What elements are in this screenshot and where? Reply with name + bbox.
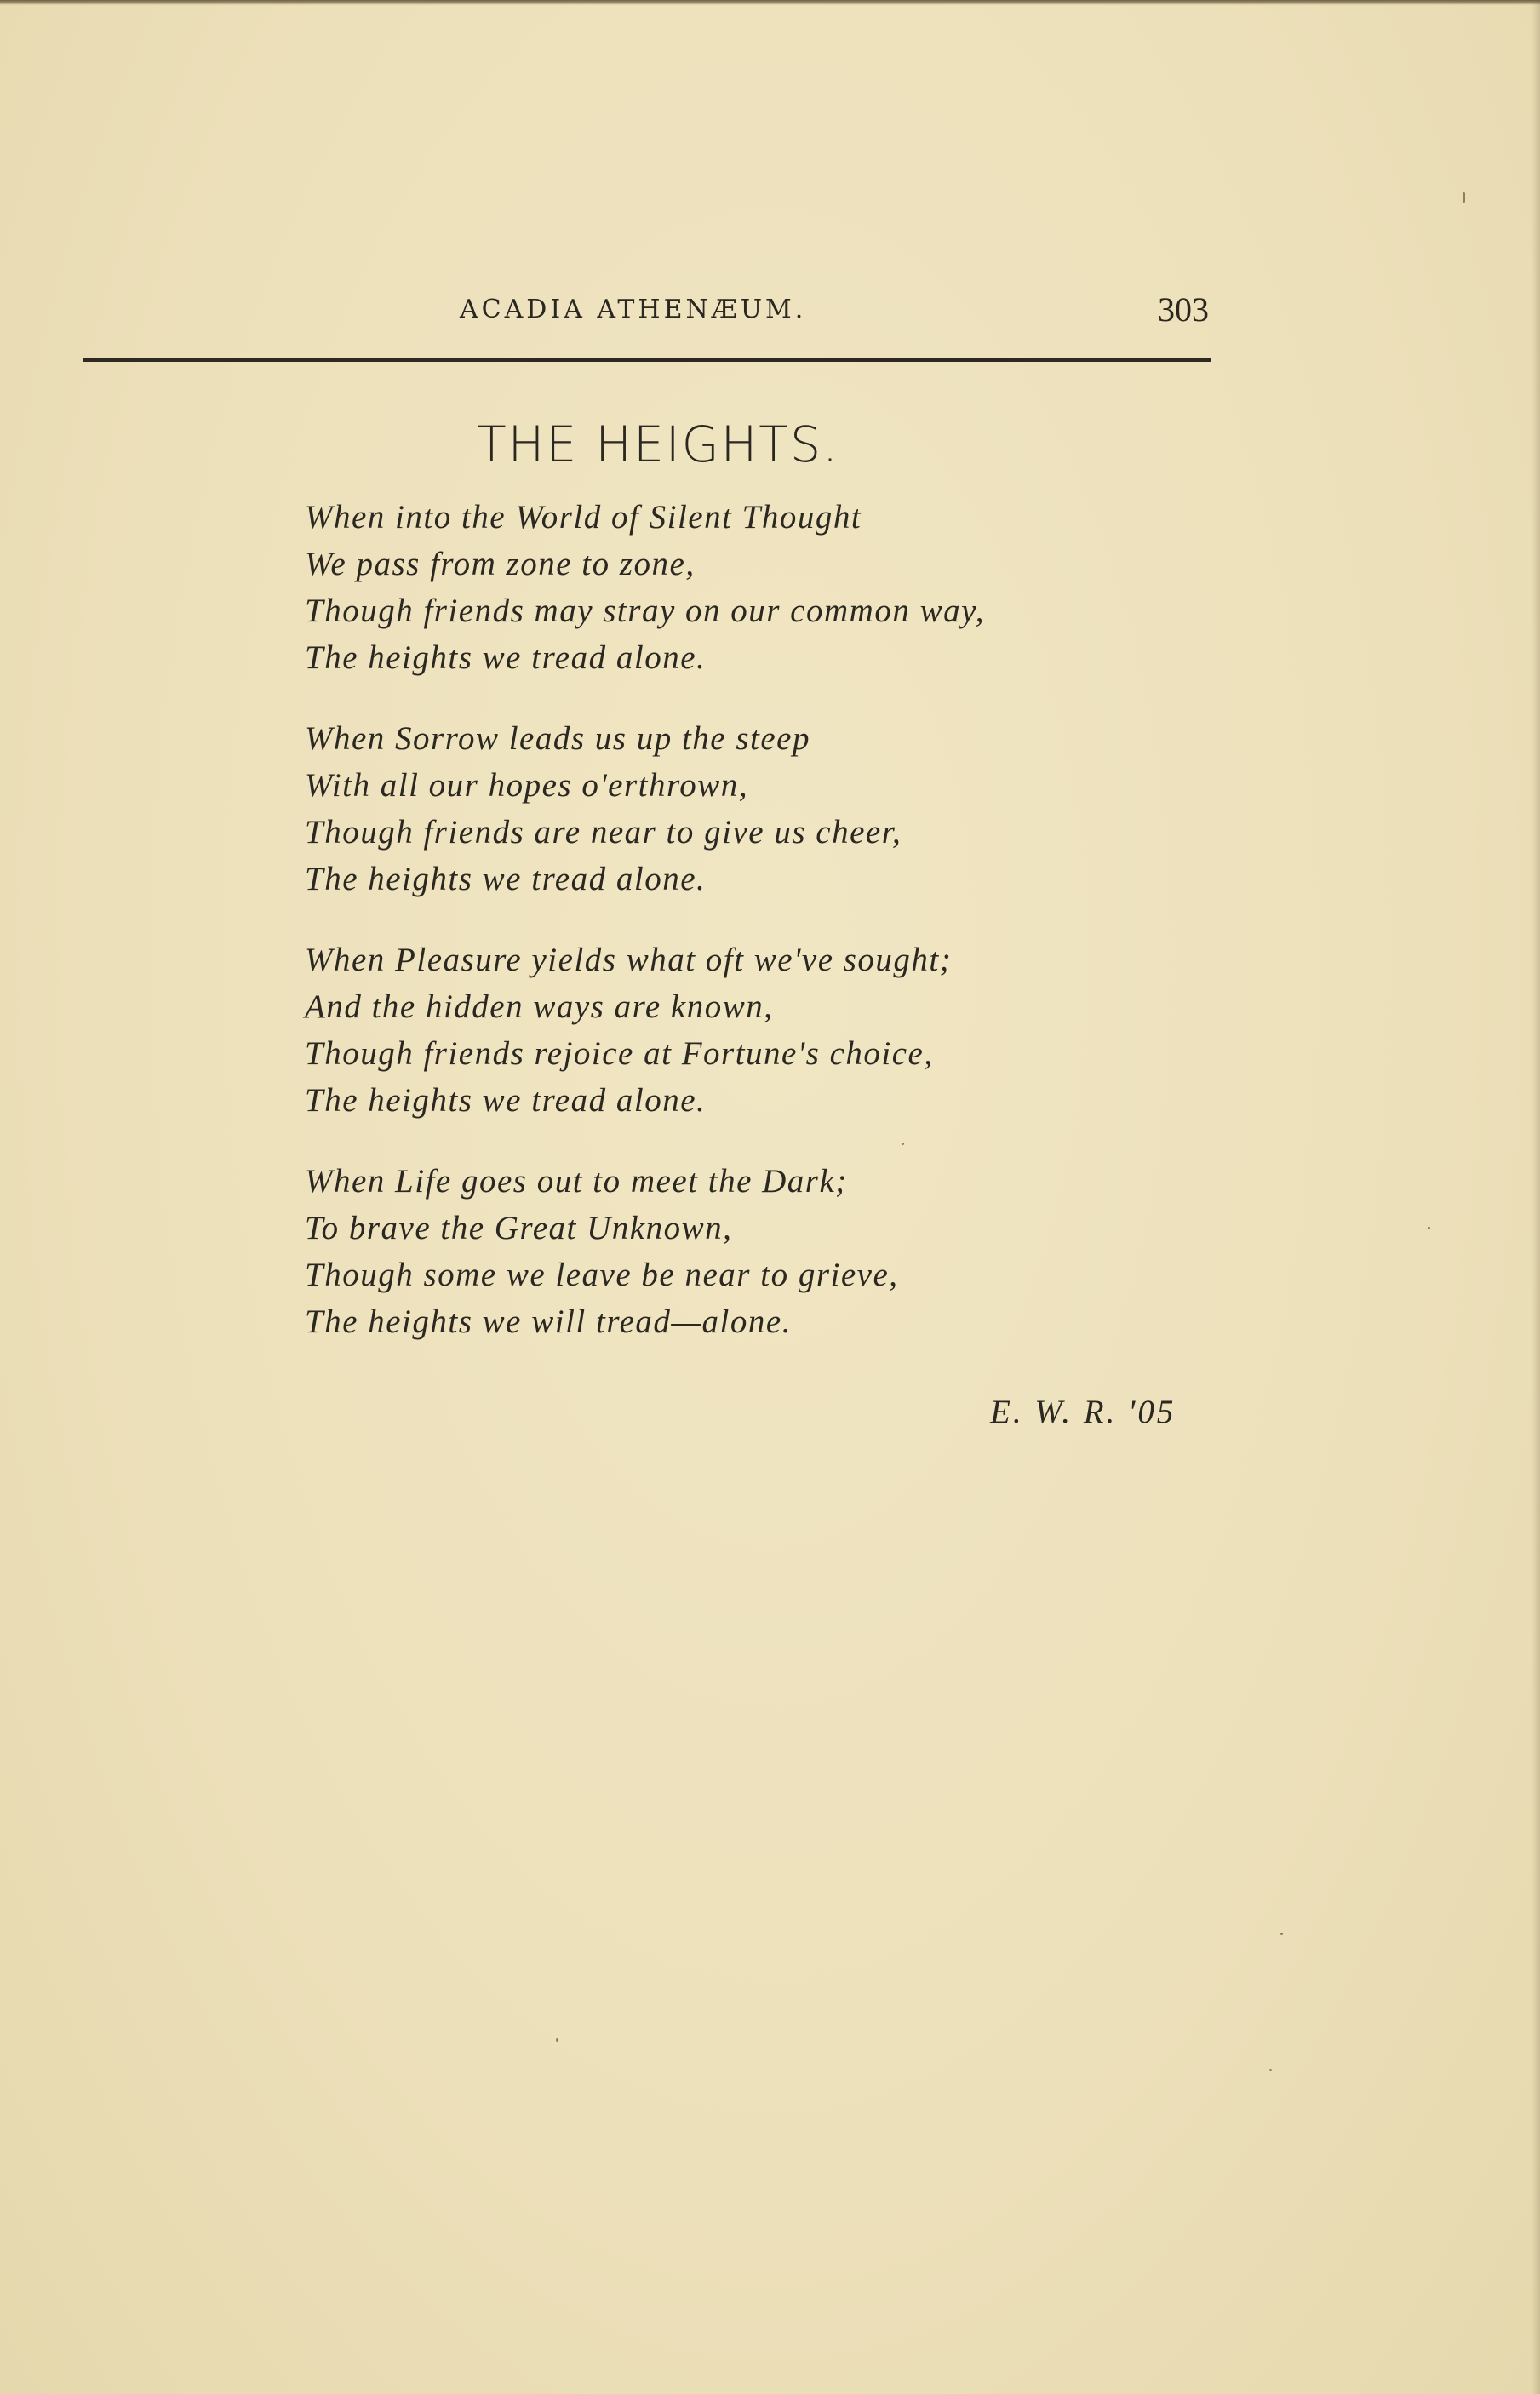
scan-right-shadow: [1531, 0, 1540, 2394]
stanza-2: [305, 715, 1241, 902]
poem-line: To brave the Great Unknown,: [305, 1210, 733, 1246]
poem-line: The heights we tread alone.: [305, 861, 707, 897]
poem-line: Though friends are near to give us cheer,: [305, 814, 902, 850]
scan-top-edge: [0, 0, 1540, 5]
author-signature: E. W. R. '05: [990, 1394, 1176, 1430]
poem-line: We pass from zone to zone,: [305, 546, 696, 582]
paper-speck: [1269, 2069, 1272, 2071]
poem-line: The heights we will tread—alone.: [305, 1303, 792, 1340]
poem-line: The heights we tread alone.: [305, 639, 707, 676]
poem-line: When Pleasure yields what oft we've sought;: [305, 942, 953, 978]
running-head: [0, 289, 1540, 341]
page-number: 303: [1158, 290, 1209, 329]
paper-speck: [902, 1143, 904, 1145]
poem-line: Though friends may stray on our common way,: [305, 593, 985, 629]
poem-line: Though some we leave be near to grieve,: [305, 1257, 899, 1293]
poem-line: When Sorrow leads us up the steep: [305, 720, 810, 757]
poem-line: When into the World of Silent Thought: [305, 499, 862, 536]
poem-line: With all our hopes o'erthrown,: [305, 767, 748, 804]
journal-title: ACADIA ATHENÆUM.: [460, 295, 807, 324]
poem-line: When Life goes out to meet the Dark;: [305, 1163, 848, 1200]
paper-speck: [1428, 1227, 1430, 1229]
header-rule: [83, 358, 1211, 362]
poem-line: The heights we tread alone.: [305, 1082, 707, 1119]
stanza-4: [305, 1158, 1241, 1345]
poem-title: THE HEIGHTS.: [477, 415, 840, 473]
poem-line: And the hidden ways are known,: [305, 988, 774, 1025]
paper-speck: [1280, 1933, 1283, 1935]
poem-line: Though friends rejoice at Fortune's choice,: [305, 1035, 934, 1072]
paper-speck: [1463, 192, 1465, 203]
stanza-3: [305, 936, 1241, 1124]
poem-body: [305, 494, 1241, 1379]
stanza-1: [305, 494, 1241, 681]
paper-speck: [556, 2038, 558, 2042]
